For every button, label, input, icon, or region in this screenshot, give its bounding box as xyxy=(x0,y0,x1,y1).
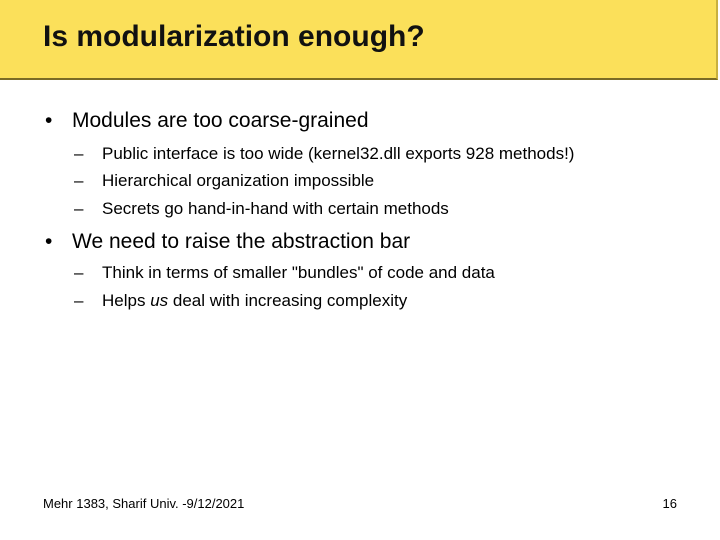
sub-bullet-mark: – xyxy=(74,291,84,310)
sub-bullet-1-2-text: Hierarchical organization impossible xyxy=(102,171,375,190)
bullet-2-text: We need to raise the abstraction bar xyxy=(72,230,411,253)
sub-bullet-mark: – xyxy=(74,171,84,190)
sub-bullet-2-1-text: Think in terms of smaller "bundles" of code and data xyxy=(102,263,495,282)
bullet-1-text: Modules are too coarse-grained xyxy=(72,109,369,132)
sub-bullet-2-2-emphasis: us xyxy=(150,291,169,310)
bullet-mark: • xyxy=(45,230,53,253)
sub-bullet-2-2-after: deal with increasing complexity xyxy=(168,291,408,310)
sub-bullet-mark: – xyxy=(74,263,84,282)
sub-bullet-mark: – xyxy=(74,199,84,218)
page-number: 16 xyxy=(662,496,677,511)
sub-bullet-mark: – xyxy=(74,144,84,163)
footer-text: Mehr 1383, Sharif Univ. -9/12/2021 xyxy=(43,496,245,511)
bullet-mark: • xyxy=(45,109,53,132)
sub-bullet-1-3-text: Secrets go hand-in-hand with certain methods xyxy=(102,199,449,218)
sub-bullet-1-1-text: Public interface is too wide (kernel32.dll exports 928 methods!) xyxy=(102,144,575,163)
slide-title: Is modularization enough? xyxy=(43,20,425,53)
sub-bullet-2-2-text xyxy=(102,291,407,311)
title-bar xyxy=(0,0,718,80)
sub-bullet-2-2-before: Helps xyxy=(102,291,151,310)
